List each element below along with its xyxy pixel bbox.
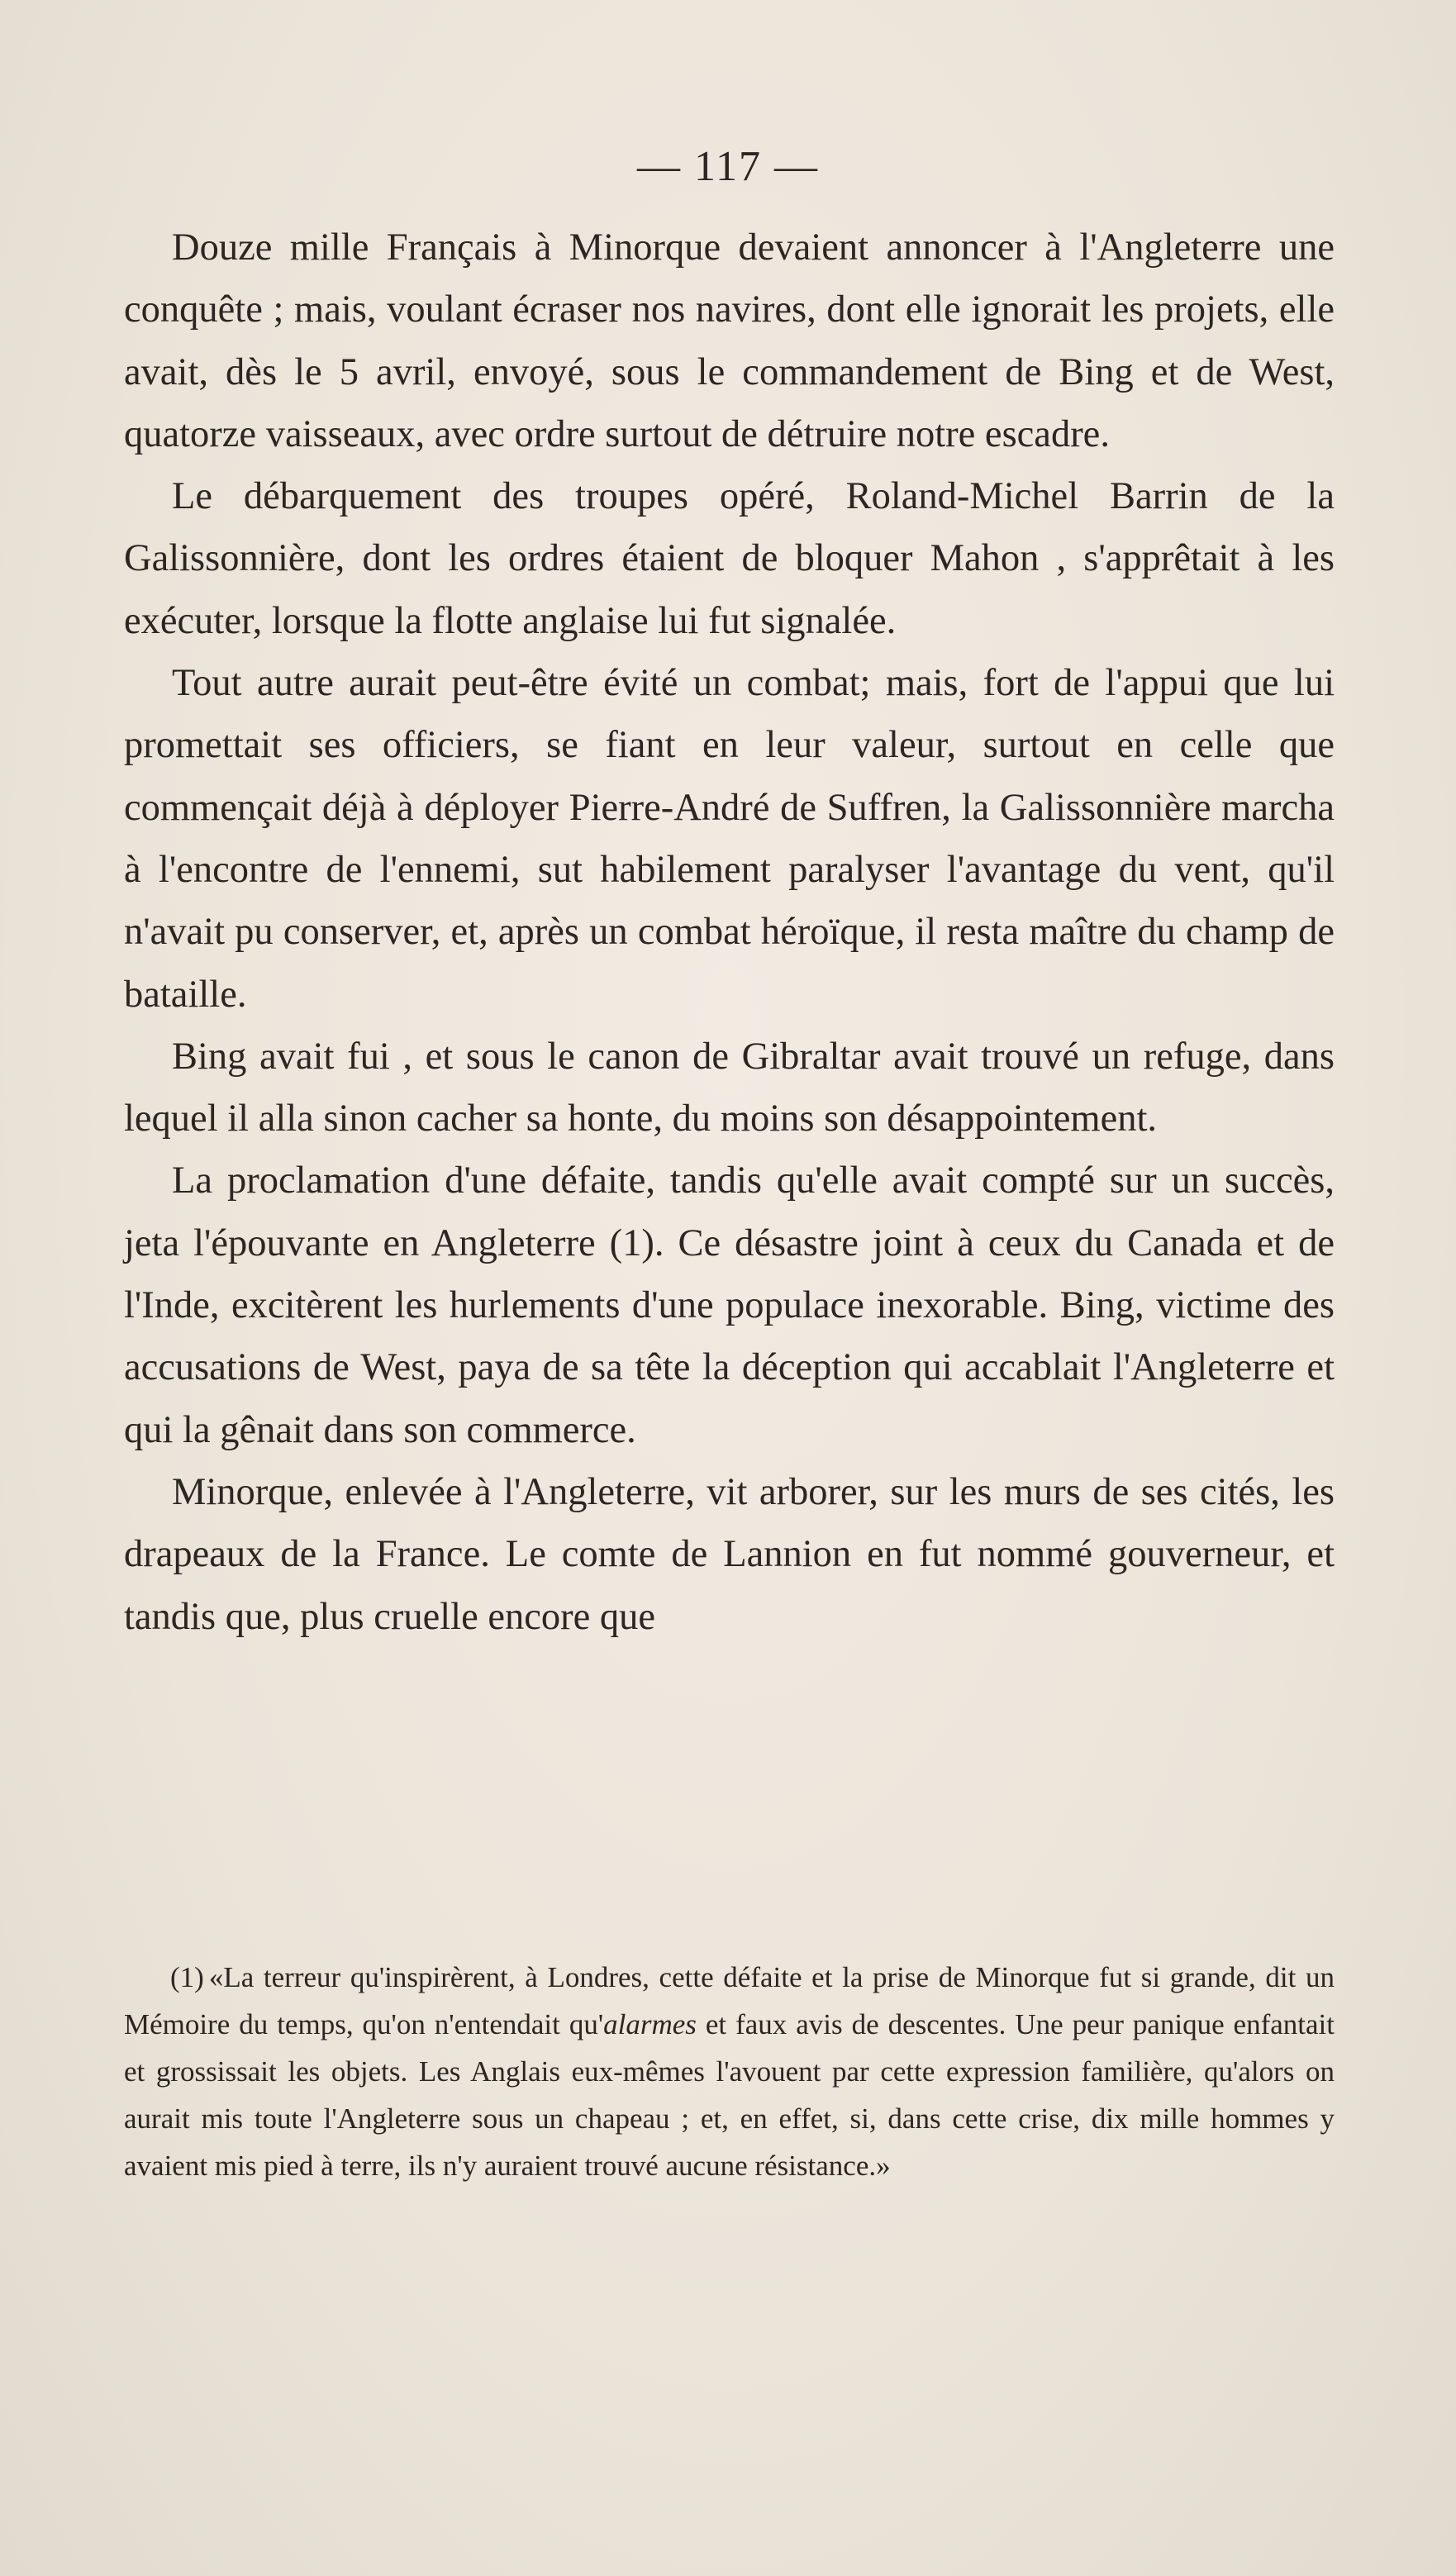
footnotes (124, 1954, 1335, 2189)
footnote-marker: (1) (170, 1961, 204, 1993)
paragraph-5-text: La proclamation d'une défaite, tandis qu'elle avait compté sur un succès, jeta l'épouvante en Angleterre (124, 1159, 1335, 1264)
paragraph-4: Bing avait fui , et sous le canon de Gibraltar avait trouvé un refuge, dans lequel il alla sinon cacher sa honte, du moins son désappointement. (124, 1035, 1335, 1140)
footnote-reference: (1) (609, 1221, 654, 1264)
paragraph-5 (124, 1150, 1335, 1460)
footnote-text-start: «La terreur qu'inspirèrent, à Londres, cette défaite et la prise de Minorque fut si grande, dit un Mémoire du temps, qu'on n'entendait qu' (124, 1961, 1335, 2040)
footnote-1 (124, 1954, 1335, 2189)
footnote-italic-word: alarmes (603, 2008, 697, 2040)
paragraph-6: Minorque, enlevée à l'Angleterre, vit arborer, sur les murs de ses cités, les drapeaux de la France. Le comte de Lannion en fut nommé gouverneur, et tandis que, plus cruelle encore que (124, 1470, 1335, 1638)
paragraph-5-continuation: . Ce désastre joint à ceux du Canada et de l'Inde, excitèrent les hurlements d'une populace inexorable. Bing, victime des accusations de West, paya de sa tête la déception qui accablait l'Angleterre et qui la gênait dans son commerce. (124, 1221, 1335, 1451)
main-text (124, 217, 1335, 1648)
paragraph-1: Douze mille Français à Minorque devaient annoncer à l'Angleterre une conquête ; mais, voulant écraser nos navires, dont elle ignorait les projets, elle avait, dès le 5 avril, envoyé, sous le commandement de Bing et de West, quatorze vaisseaux, avec ordre surtout de détruire notre escadre. (124, 226, 1335, 455)
paragraph-2: Le débarquement des troupes opéré, Roland-Michel Barrin de la Galissonnière, dont les ordres étaient de bloquer Mahon , s'apprêtait à les exécuter, lorsque la flotte anglaise lui fut signalée. (124, 475, 1335, 642)
paragraph-3: Tout autre aurait peut-être évité un combat; mais, fort de l'appui que lui promettait ses officiers, se fiant en leur valeur, surtout en celle que commençait déjà à déployer Pierre-André de Suffren, la Galissonnière marcha à l'encontre de l'ennemi, sut habilement paralyser l'avantage du vent, qu'il n'avait pu conserver, et, après un combat héroïque, il resta maître du champ de bataille. (124, 662, 1335, 1016)
page-number: — 117 — (636, 143, 820, 190)
footnote-text-end: et faux avis de descentes. Une peur panique enfantait et grossissait les objets. Les Anglais eux-mêmes l'avouent par cette expression familière, qu'alors on aurait mis toute l'Angleterre sous un chapeau ; et, en effet, si, dans cette crise, dix mille hommes y avaient mis pied à terre, ils n'y auraient trouvé aucune résistance.» (124, 2008, 1335, 2182)
